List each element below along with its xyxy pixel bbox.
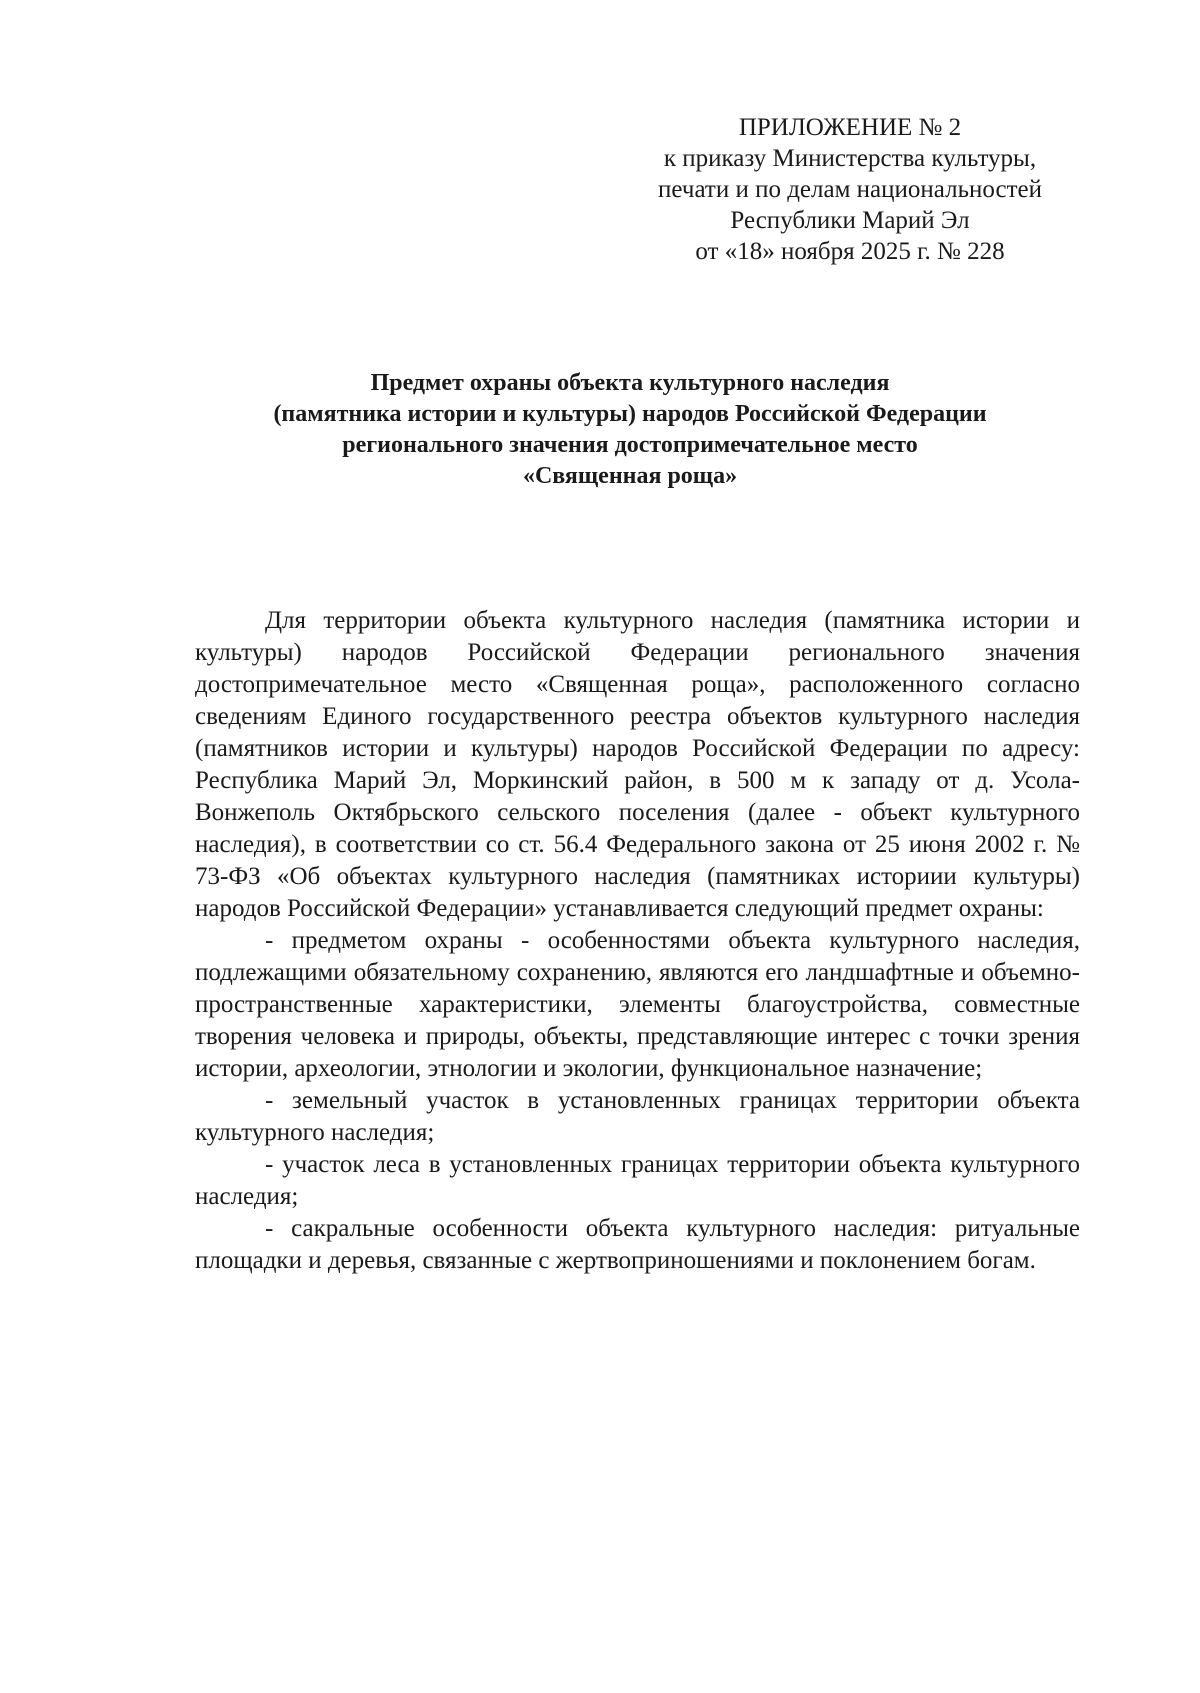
appendix-ministry: печати и по делам национальностей	[658, 176, 1042, 203]
list-item-sacral-features: - сакральные особенности объекта культурного наследия: ритуальные площадки и деревья, связанные с жертвоприношениями и поклонением богам.	[195, 1215, 1080, 1274]
intro-paragraph: Для территории объекта культурного наследия (памятника истории и культуры) народов Российской Федерации регионального значения достопримечательное место «Священная роща», расположенного согласно сведениям Единого государственного реестра объектов культурного наследия (памятников истории и культуры) народов Российской Федерации по адресу: Республика Марий Эл, Моркинский район, в 500 м к западу от д. Усола-Вонжеполь Октябрьского сельского поселения (далее - объект культурного наследия), в соответствии со ст. 56.4 Федерального закона от 25 июня 2002 г. № 73-ФЗ «Об объектах культурного наследия (памятниках историии культуры) народов Российской Федерации» устанавливается следующий предмет охраны:	[195, 607, 1080, 922]
appendix-number: ПРИЛОЖЕНИЕ № 2	[738, 114, 962, 141]
appendix-header	[600, 112, 1100, 267]
document-body	[195, 605, 1080, 1277]
appendix-order-ref: к приказу Министерства культуры,	[663, 145, 1037, 172]
document-title	[190, 368, 1070, 492]
title-line: (памятника истории и культуры) народов Российской Федерации	[273, 401, 987, 427]
title-line: «Священная роща»	[522, 463, 738, 489]
appendix-republic: Республики Марий Эл	[730, 207, 970, 234]
title-line: Предмет охраны объекта культурного наследия	[370, 370, 890, 396]
list-item-protection-subject: - предметом охраны - особенностями объекта культурного наследия, подлежащими обязательному сохранению, являются его ландшафтные и объемно-пространственные характеристики, элементы благоустройства, совместные творения человека и природы, объекты, представляющие интерес с точки зрения истории, археологии, этнологии и экологии, функциональное назначение;	[195, 927, 1080, 1082]
appendix-order-date: от «18» ноября 2025 г. № 228	[695, 238, 1005, 265]
list-item-land-plot: - земельный участок в установленных границах территории объекта культурного наследия;	[195, 1087, 1080, 1146]
title-line: регионального значения достопримечательное место	[342, 432, 918, 458]
list-item-forest-plot: - участок леса в установленных границах территории объекта культурного наследия;	[195, 1151, 1080, 1210]
